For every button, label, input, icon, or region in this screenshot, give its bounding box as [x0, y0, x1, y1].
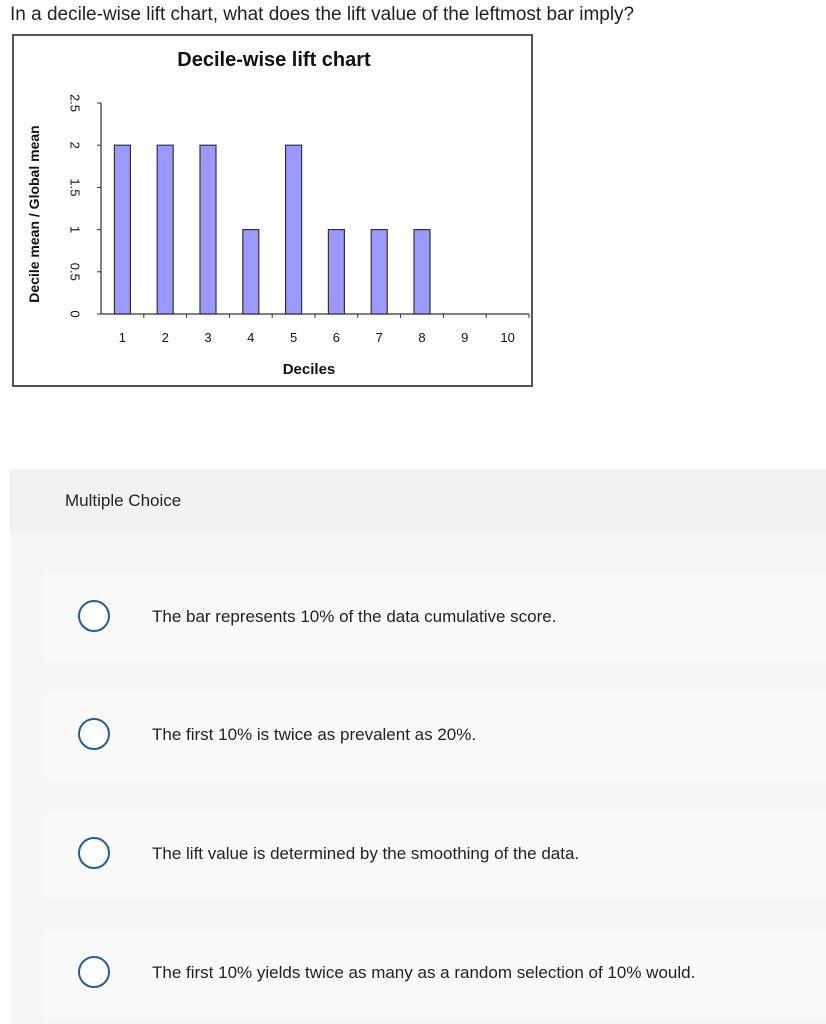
bar-6: [328, 230, 344, 314]
y-tick-label-1: 0.5: [67, 262, 83, 281]
x-tick-label-7: 7: [375, 330, 383, 345]
bar-2: [157, 145, 173, 314]
x-tick-label-2: 2: [161, 330, 169, 345]
lift-chart-svg: [14, 36, 531, 385]
option-4[interactable]: [44, 930, 826, 1018]
radio-button-3[interactable]: [78, 837, 110, 869]
bar-1: [114, 145, 130, 314]
radio-button-4[interactable]: [78, 956, 110, 988]
x-tick-label-3: 3: [204, 330, 212, 345]
bar-7: [371, 230, 387, 314]
chart-title: Decile-wise lift chart: [177, 49, 371, 71]
option-text-4: The first 10% yields twice as many as a random selection of 10% would.: [152, 963, 696, 982]
option-text-1: The bar represents 10% of the data cumulative score.: [152, 607, 557, 626]
option-text-2: The first 10% is twice as prevalent as 20%.: [152, 725, 477, 744]
y-tick-label-4: 2: [67, 141, 83, 149]
x-tick-label-9: 9: [461, 330, 469, 345]
chart-ylabel: Decile mean / Global mean: [26, 125, 42, 303]
lift-chart: [12, 34, 533, 387]
multiple-choice-label: Multiple Choice: [65, 491, 182, 510]
x-tick-label-1: 1: [118, 330, 127, 345]
options-container: [10, 533, 826, 1024]
y-tick-label-0: 0: [67, 310, 83, 318]
question-text: In a decile-wise lift chart, what does the lift value of the leftmost bar imply?: [10, 4, 635, 25]
y-tick-label-2: 1: [67, 225, 83, 234]
x-tick-label-10: 10: [500, 330, 515, 345]
bar-3: [200, 145, 216, 314]
x-tick-label-6: 6: [332, 330, 341, 345]
chart-xlabel: Deciles: [282, 361, 336, 378]
chart-plot-area: [68, 94, 529, 345]
option-text-3: The lift value is determined by the smoothing of the data.: [152, 844, 580, 863]
option-2[interactable]: [44, 692, 826, 780]
x-tick-label-8: 8: [418, 330, 426, 345]
bar-4: [243, 230, 259, 314]
x-tick-label-4: 4: [247, 330, 255, 345]
multiple-choice-header: [10, 469, 826, 533]
option-3[interactable]: [44, 811, 826, 899]
radio-button-2[interactable]: [78, 718, 110, 750]
bar-5: [286, 145, 302, 314]
x-tick-label-5: 5: [289, 330, 298, 345]
option-1[interactable]: [44, 574, 826, 662]
y-tick-label-3: 1.5: [67, 178, 83, 197]
bar-8: [414, 230, 430, 314]
radio-button-1[interactable]: [78, 600, 110, 632]
y-tick-label-5: 2.5: [67, 93, 83, 113]
